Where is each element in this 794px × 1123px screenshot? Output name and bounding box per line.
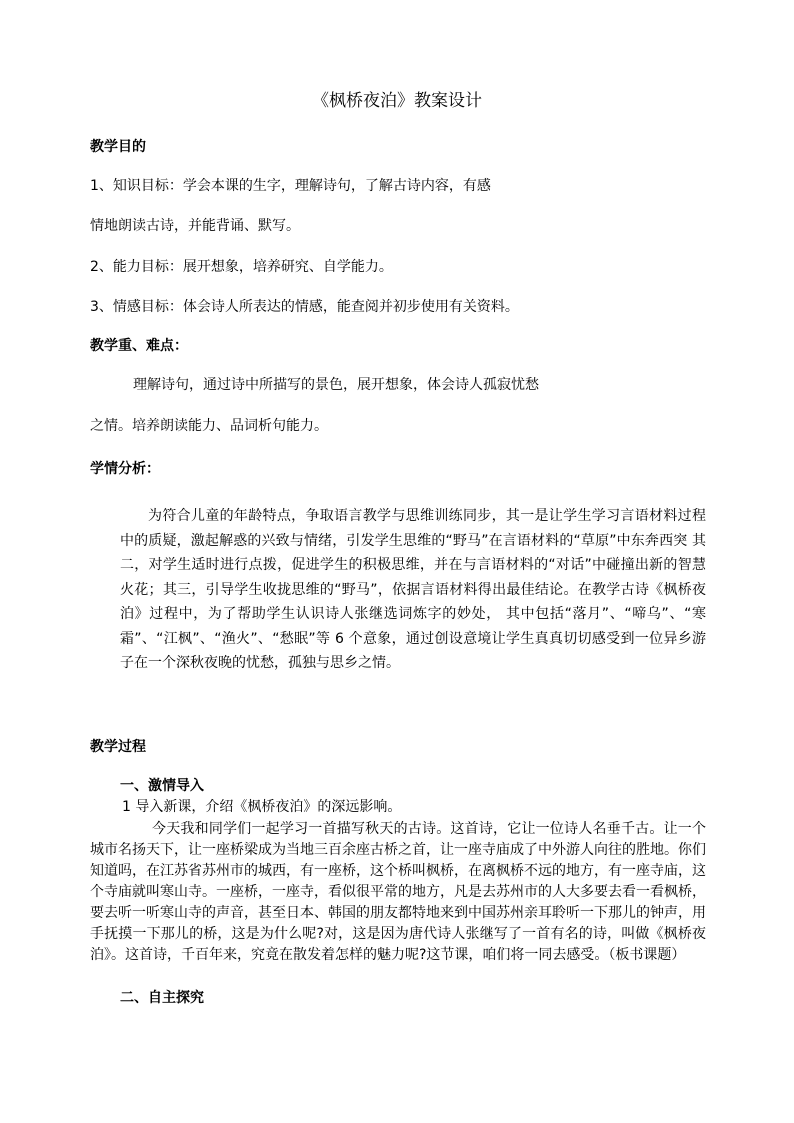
process-section-intro: 一、激情导入 <box>120 778 204 794</box>
objective-emotion: 3、情感目标：体会诗人所表达的情感，能查阅并初步使用有关资料。 <box>90 299 519 315</box>
key-points-heading: 教学重、难点： <box>90 338 188 354</box>
key-points-line1: 理解诗句，通过诗中所描写的景色，展开想象，体会诗人孤寂忧愁 <box>133 377 539 393</box>
analysis-heading: 学情分析： <box>90 461 160 477</box>
objectives-heading: 教学目的 <box>90 139 146 155</box>
analysis-paragraph: 为符合儿童的年龄特点，争取语言教学与思维训练同步，其一是让学生学习言语材料过程中的质疑，激起解惑的兴致与情绪，引发学生思维的“野马”在言语材料的“草原”中东奔西突 其二，对学生适时进行点拨，促进学生的积极思维，并在与言语材料的“对话”中碰撞出新的智慧火花；其三，引导学生收拢思维的“野马”，依据言语材料得出最佳结论。在教学古诗《枫桥夜泊》过程中，为了帮助学生认识诗人张继选词炼字的妙处， 其中包括“落月”、“啼乌”、“寒霜”、“江枫”、“渔火”、“愁眠”等 6 个意象，通过创设意境让学生真真切切感受到一位异乡游子在一个深秋夜晚的忧愁，孤独与思乡之情。 <box>120 508 706 671</box>
process-heading: 教学过程 <box>90 739 146 755</box>
objective-ability: 2、能力目标：展开想象，培养研究、自学能力。 <box>90 259 393 275</box>
process-section-explore: 二、自主探究 <box>120 990 204 1006</box>
key-points-line2: 之情。培养朗读能力、品词析句能力。 <box>90 418 328 434</box>
document-title: 《枫桥夜泊》教案设计 <box>312 91 482 111</box>
objective-knowledge-line1: 1、知识目标：学会本课的生字，理解诗句，了解古诗内容，有感 <box>90 178 491 194</box>
process-step-1: 1 导入新课，介绍《枫桥夜泊》的深远影响。 <box>122 799 402 815</box>
objective-knowledge-line2: 情地朗读古诗，并能背诵、默写。 <box>90 218 300 234</box>
process-intro-paragraph: 今天我和同学们一起学习一首描写秋天的古诗。这首诗，它让一位诗人名垂千古。让一个城市名扬天下，让一座桥梁成为当地三百余座古桥之首，让一座寺庙成了中外游人向往的胜地。你们知道吗，在江苏省苏州市的城西，有一座桥，这个桥叫枫桥，在离枫桥不远的地方，有一座寺庙，这个寺庙就叫寒山寺。一座桥，一座寺，看似很平常的地方，凡是去苏州市的人大多要去看一看枫桥，要去听一听寒山寺的声音，甚至日本、韩国的朋友都特地来到中国苏州亲耳聆听一下那儿的钟声，用手抚摸一下那儿的桥，这是为什么呢?对，这是因为唐代诗人张继写了一首有名的诗，叫做《枫桥夜泊》。这首诗，千百年来，究竟在散发着怎样的魅力呢?这节课，咱们将一同去感受。（板书课题） <box>90 821 706 963</box>
